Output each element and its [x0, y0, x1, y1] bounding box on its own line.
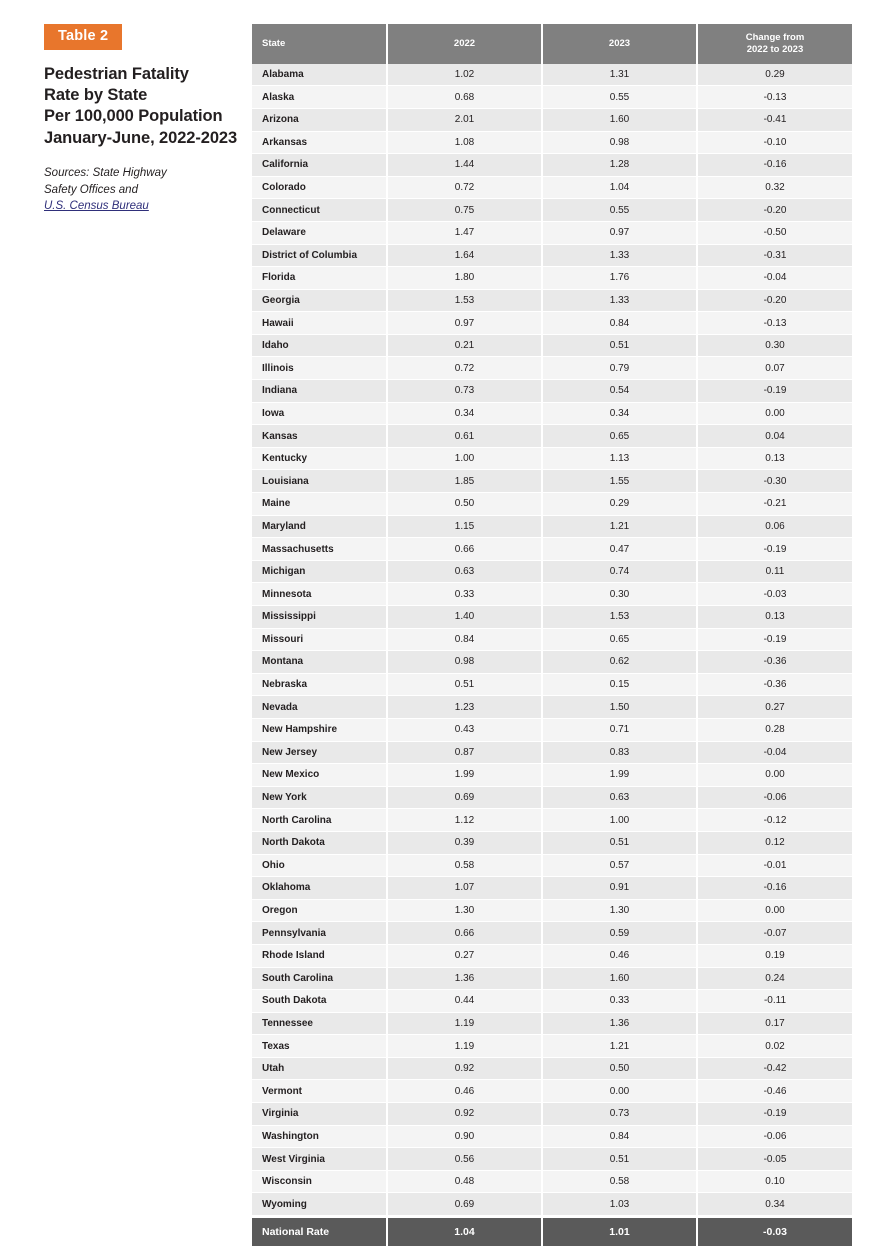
cell-y2023: 1.60	[542, 967, 697, 990]
cell-change: -0.21	[697, 493, 852, 516]
cell-change: 0.24	[697, 967, 852, 990]
table-row	[252, 199, 852, 222]
table-row	[252, 312, 852, 335]
cell-change: 0.07	[697, 357, 852, 380]
table-footer	[252, 1217, 852, 1246]
table-row	[252, 131, 852, 154]
cell-change: 0.19	[697, 944, 852, 967]
cell-state: Nebraska	[252, 673, 387, 696]
cell-y2022: 0.98	[387, 651, 542, 674]
cell-y2023: 0.46	[542, 944, 697, 967]
cell-y2023: 0.51	[542, 1148, 697, 1171]
cell-change: -0.19	[697, 628, 852, 651]
cell-change: -0.19	[697, 1103, 852, 1126]
cell-change: -0.41	[697, 108, 852, 131]
cell-change: -0.16	[697, 154, 852, 177]
table-row	[252, 651, 852, 674]
footer-2023: 1.01	[542, 1217, 697, 1246]
table-row	[252, 447, 852, 470]
cell-state: Montana	[252, 651, 387, 674]
cell-change: -0.05	[697, 1148, 852, 1171]
cell-change: -0.13	[697, 86, 852, 109]
cell-change: 0.34	[697, 1193, 852, 1217]
cell-y2022: 0.27	[387, 944, 542, 967]
cell-state: District of Columbia	[252, 244, 387, 267]
cell-y2023: 0.91	[542, 877, 697, 900]
cell-y2023: 0.55	[542, 86, 697, 109]
cell-state: Minnesota	[252, 583, 387, 606]
cell-y2023: 1.36	[542, 1012, 697, 1035]
cell-y2022: 0.39	[387, 831, 542, 854]
cell-y2022: 1.40	[387, 606, 542, 629]
cell-y2022: 0.51	[387, 673, 542, 696]
table-row	[252, 380, 852, 403]
table-row	[252, 538, 852, 561]
table-row	[252, 1148, 852, 1171]
cell-y2023: 0.73	[542, 1103, 697, 1126]
footer-2022: 1.04	[387, 1217, 542, 1246]
cell-state: Washington	[252, 1125, 387, 1148]
cell-y2023: 0.57	[542, 854, 697, 877]
cell-y2022: 0.50	[387, 493, 542, 516]
cell-y2022: 0.68	[387, 86, 542, 109]
cell-state: Arkansas	[252, 131, 387, 154]
table-row	[252, 786, 852, 809]
cell-change: 0.17	[697, 1012, 852, 1035]
cell-change: -0.30	[697, 470, 852, 493]
cell-change: -0.11	[697, 990, 852, 1013]
cell-y2022: 0.69	[387, 1193, 542, 1217]
cell-state: Nevada	[252, 696, 387, 719]
cell-change: -0.31	[697, 244, 852, 267]
cell-y2022: 1.00	[387, 447, 542, 470]
cell-y2022: 0.61	[387, 425, 542, 448]
cell-y2023: 1.60	[542, 108, 697, 131]
cell-state: Michigan	[252, 560, 387, 583]
cell-change: 0.12	[697, 831, 852, 854]
table-title-line-3: Per 100,000 Population	[44, 107, 223, 126]
column-header-change-line-2: 2022 to 2023	[746, 43, 804, 55]
table-row	[252, 1080, 852, 1103]
table-title	[44, 64, 244, 150]
cell-y2023: 0.84	[542, 312, 697, 335]
cell-change: -0.13	[697, 312, 852, 335]
cell-y2023: 0.74	[542, 560, 697, 583]
table-row	[252, 289, 852, 312]
cell-y2022: 0.97	[387, 312, 542, 335]
table-row	[252, 741, 852, 764]
table-row	[252, 244, 852, 267]
cell-y2022: 0.87	[387, 741, 542, 764]
cell-state: North Dakota	[252, 831, 387, 854]
cell-state: Missouri	[252, 628, 387, 651]
cell-y2023: 1.21	[542, 515, 697, 538]
cell-y2023: 0.51	[542, 334, 697, 357]
cell-state: Vermont	[252, 1080, 387, 1103]
header-row	[252, 24, 852, 64]
cell-y2022: 0.33	[387, 583, 542, 606]
cell-y2022: 1.07	[387, 877, 542, 900]
cell-change: -0.06	[697, 786, 852, 809]
table-row	[252, 176, 852, 199]
cell-y2023: 1.21	[542, 1035, 697, 1058]
cell-y2023: 0.29	[542, 493, 697, 516]
cell-state: Idaho	[252, 334, 387, 357]
cell-state: Rhode Island	[252, 944, 387, 967]
cell-y2023: 1.28	[542, 154, 697, 177]
column-header-change	[697, 24, 852, 64]
cell-y2023: 0.50	[542, 1057, 697, 1080]
cell-y2023: 0.15	[542, 673, 697, 696]
cell-y2022: 0.56	[387, 1148, 542, 1171]
cell-change: 0.00	[697, 899, 852, 922]
cell-y2023: 0.83	[542, 741, 697, 764]
cell-y2022: 1.19	[387, 1035, 542, 1058]
cell-y2022: 0.63	[387, 560, 542, 583]
cell-y2022: 0.66	[387, 922, 542, 945]
cell-state: Georgia	[252, 289, 387, 312]
table-row	[252, 64, 852, 86]
cell-y2022: 0.72	[387, 357, 542, 380]
cell-y2022: 1.19	[387, 1012, 542, 1035]
cell-state: Kentucky	[252, 447, 387, 470]
cell-y2022: 0.75	[387, 199, 542, 222]
census-bureau-link[interactable]: U.S. Census Bureau	[44, 199, 149, 212]
table-row	[252, 1012, 852, 1035]
cell-change: -0.06	[697, 1125, 852, 1148]
cell-change: 0.27	[697, 696, 852, 719]
table-header	[252, 24, 852, 64]
cell-change: -0.04	[697, 741, 852, 764]
cell-state: Illinois	[252, 357, 387, 380]
cell-state: South Carolina	[252, 967, 387, 990]
cell-state: Tennessee	[252, 1012, 387, 1035]
cell-y2022: 0.46	[387, 1080, 542, 1103]
cell-change: -0.03	[697, 583, 852, 606]
cell-y2022: 0.43	[387, 718, 542, 741]
cell-y2023: 0.63	[542, 786, 697, 809]
cell-y2023: 1.76	[542, 267, 697, 290]
cell-state: Utah	[252, 1057, 387, 1080]
cell-y2022: 0.58	[387, 854, 542, 877]
cell-y2022: 1.99	[387, 764, 542, 787]
table-row	[252, 831, 852, 854]
cell-change: 0.29	[697, 64, 852, 86]
cell-change: 0.11	[697, 560, 852, 583]
cell-y2022: 1.02	[387, 64, 542, 86]
cell-y2023: 1.55	[542, 470, 697, 493]
cell-y2022: 0.73	[387, 380, 542, 403]
cell-state: Colorado	[252, 176, 387, 199]
cell-state: New Mexico	[252, 764, 387, 787]
cell-change: -0.42	[697, 1057, 852, 1080]
sources-line-1: Sources: State Highway	[44, 167, 167, 180]
cell-y2022: 0.48	[387, 1170, 542, 1193]
cell-change: -0.50	[697, 221, 852, 244]
table-row	[252, 583, 852, 606]
cell-y2023: 1.04	[542, 176, 697, 199]
cell-y2023: 0.47	[542, 538, 697, 561]
cell-change: 0.04	[697, 425, 852, 448]
cell-change: -0.19	[697, 538, 852, 561]
cell-state: Iowa	[252, 402, 387, 425]
cell-state: Massachusetts	[252, 538, 387, 561]
table-row	[252, 1035, 852, 1058]
cell-state: South Dakota	[252, 990, 387, 1013]
footer-label: National Rate	[252, 1217, 387, 1246]
cell-change: 0.32	[697, 176, 852, 199]
column-header-state: State	[252, 24, 387, 64]
cell-change: 0.10	[697, 1170, 852, 1193]
cell-y2023: 1.30	[542, 899, 697, 922]
cell-y2022: 0.90	[387, 1125, 542, 1148]
table-row	[252, 1125, 852, 1148]
cell-state: Alabama	[252, 64, 387, 86]
table-row	[252, 718, 852, 741]
footer-row	[252, 1217, 852, 1246]
table-row	[252, 809, 852, 832]
table-number-badge: Table 2	[44, 24, 122, 50]
cell-change: -0.36	[697, 651, 852, 674]
cell-change: -0.46	[697, 1080, 852, 1103]
cell-y2023: 0.51	[542, 831, 697, 854]
cell-state: California	[252, 154, 387, 177]
table-row	[252, 877, 852, 900]
table-row	[252, 86, 852, 109]
cell-change: -0.10	[697, 131, 852, 154]
cell-y2022: 1.53	[387, 289, 542, 312]
cell-y2023: 1.99	[542, 764, 697, 787]
table-row	[252, 967, 852, 990]
cell-y2023: 1.33	[542, 289, 697, 312]
cell-y2023: 1.50	[542, 696, 697, 719]
cell-y2022: 1.23	[387, 696, 542, 719]
table-caption-block	[44, 24, 244, 214]
cell-y2023: 1.00	[542, 809, 697, 832]
cell-y2023: 0.34	[542, 402, 697, 425]
cell-state: Arizona	[252, 108, 387, 131]
cell-state: Ohio	[252, 854, 387, 877]
cell-state: Wisconsin	[252, 1170, 387, 1193]
cell-y2022: 0.66	[387, 538, 542, 561]
cell-change: 0.13	[697, 447, 852, 470]
cell-y2023: 0.62	[542, 651, 697, 674]
cell-change: -0.12	[697, 809, 852, 832]
table-row	[252, 357, 852, 380]
sources-line-2: Safety Offices and	[44, 183, 138, 196]
cell-y2023: 1.31	[542, 64, 697, 86]
table-row	[252, 1057, 852, 1080]
cell-y2023: 0.55	[542, 199, 697, 222]
cell-y2022: 1.80	[387, 267, 542, 290]
cell-y2023: 1.13	[542, 447, 697, 470]
table-row	[252, 267, 852, 290]
cell-change: -0.19	[697, 380, 852, 403]
table-row	[252, 899, 852, 922]
cell-y2023: 0.65	[542, 628, 697, 651]
cell-y2022: 1.12	[387, 809, 542, 832]
cell-y2022: 0.92	[387, 1057, 542, 1080]
cell-state: Alaska	[252, 86, 387, 109]
table-row	[252, 515, 852, 538]
cell-y2022: 1.36	[387, 967, 542, 990]
table-row	[252, 493, 852, 516]
table-row	[252, 108, 852, 131]
cell-y2023: 0.84	[542, 1125, 697, 1148]
cell-state: Connecticut	[252, 199, 387, 222]
cell-state: New Jersey	[252, 741, 387, 764]
table-row	[252, 470, 852, 493]
cell-y2023: 0.65	[542, 425, 697, 448]
cell-change: -0.16	[697, 877, 852, 900]
cell-state: Texas	[252, 1035, 387, 1058]
cell-y2022: 1.30	[387, 899, 542, 922]
cell-state: Oklahoma	[252, 877, 387, 900]
cell-state: Maine	[252, 493, 387, 516]
table-row	[252, 922, 852, 945]
cell-state: Virginia	[252, 1103, 387, 1126]
cell-change: -0.20	[697, 199, 852, 222]
cell-y2023: 0.30	[542, 583, 697, 606]
cell-state: Hawaii	[252, 312, 387, 335]
cell-y2022: 0.84	[387, 628, 542, 651]
cell-y2023: 0.79	[542, 357, 697, 380]
table-row	[252, 673, 852, 696]
cell-y2022: 0.44	[387, 990, 542, 1013]
table-title-line-2: Rate by State	[44, 85, 148, 104]
cell-change: 0.06	[697, 515, 852, 538]
table-body	[252, 64, 852, 1217]
cell-y2022: 1.85	[387, 470, 542, 493]
cell-y2022: 0.92	[387, 1103, 542, 1126]
footer-change: -0.03	[697, 1217, 852, 1246]
cell-state: Pennsylvania	[252, 922, 387, 945]
cell-y2022: 0.72	[387, 176, 542, 199]
table-row	[252, 628, 852, 651]
cell-state: Oregon	[252, 899, 387, 922]
table-row	[252, 334, 852, 357]
pedestrian-fatality-rate-table	[252, 24, 852, 1246]
cell-state: New York	[252, 786, 387, 809]
table-row	[252, 1193, 852, 1217]
cell-y2023: 0.59	[542, 922, 697, 945]
cell-y2023: 1.03	[542, 1193, 697, 1217]
cell-y2022: 1.44	[387, 154, 542, 177]
cell-y2022: 1.08	[387, 131, 542, 154]
cell-y2022: 0.69	[387, 786, 542, 809]
table-title-line-1: Pedestrian Fatality	[44, 64, 189, 83]
cell-y2023: 0.98	[542, 131, 697, 154]
cell-y2023: 1.33	[542, 244, 697, 267]
table-row	[252, 764, 852, 787]
cell-y2023: 0.58	[542, 1170, 697, 1193]
cell-state: Mississippi	[252, 606, 387, 629]
column-header-2022: 2022	[387, 24, 542, 64]
column-header-change-line-1: Change from	[745, 32, 805, 43]
cell-change: 0.13	[697, 606, 852, 629]
table-row	[252, 854, 852, 877]
table-row	[252, 1103, 852, 1126]
cell-y2022: 1.15	[387, 515, 542, 538]
table-row	[252, 560, 852, 583]
cell-state: New Hampshire	[252, 718, 387, 741]
cell-change: -0.36	[697, 673, 852, 696]
cell-state: Louisiana	[252, 470, 387, 493]
column-header-2023: 2023	[542, 24, 697, 64]
cell-y2023: 0.33	[542, 990, 697, 1013]
cell-y2023: 0.00	[542, 1080, 697, 1103]
cell-y2023: 1.53	[542, 606, 697, 629]
cell-y2022: 1.64	[387, 244, 542, 267]
table-title-line-4: January-June, 2022-2023	[44, 128, 238, 147]
cell-y2023: 0.97	[542, 221, 697, 244]
table-row	[252, 944, 852, 967]
table-row	[252, 221, 852, 244]
cell-change: -0.01	[697, 854, 852, 877]
table-row	[252, 696, 852, 719]
cell-change: 0.28	[697, 718, 852, 741]
cell-y2023: 0.71	[542, 718, 697, 741]
cell-change: 0.00	[697, 764, 852, 787]
cell-y2022: 1.47	[387, 221, 542, 244]
cell-change: 0.30	[697, 334, 852, 357]
table-row	[252, 1170, 852, 1193]
cell-change: 0.02	[697, 1035, 852, 1058]
cell-state: Maryland	[252, 515, 387, 538]
cell-state: Kansas	[252, 425, 387, 448]
table-row	[252, 990, 852, 1013]
cell-change: -0.20	[697, 289, 852, 312]
cell-state: Florida	[252, 267, 387, 290]
cell-change: -0.04	[697, 267, 852, 290]
cell-state: Indiana	[252, 380, 387, 403]
cell-y2023: 0.54	[542, 380, 697, 403]
cell-y2022: 2.01	[387, 108, 542, 131]
cell-y2022: 0.21	[387, 334, 542, 357]
table-row	[252, 154, 852, 177]
table-row	[252, 425, 852, 448]
data-table-wrapper	[252, 24, 852, 1246]
cell-state: Delaware	[252, 221, 387, 244]
cell-y2022: 0.34	[387, 402, 542, 425]
table-row	[252, 402, 852, 425]
cell-state: North Carolina	[252, 809, 387, 832]
sources-note	[44, 165, 244, 214]
cell-state: West Virginia	[252, 1148, 387, 1171]
cell-change: -0.07	[697, 922, 852, 945]
table-row	[252, 606, 852, 629]
cell-change: 0.00	[697, 402, 852, 425]
cell-state: Wyoming	[252, 1193, 387, 1217]
